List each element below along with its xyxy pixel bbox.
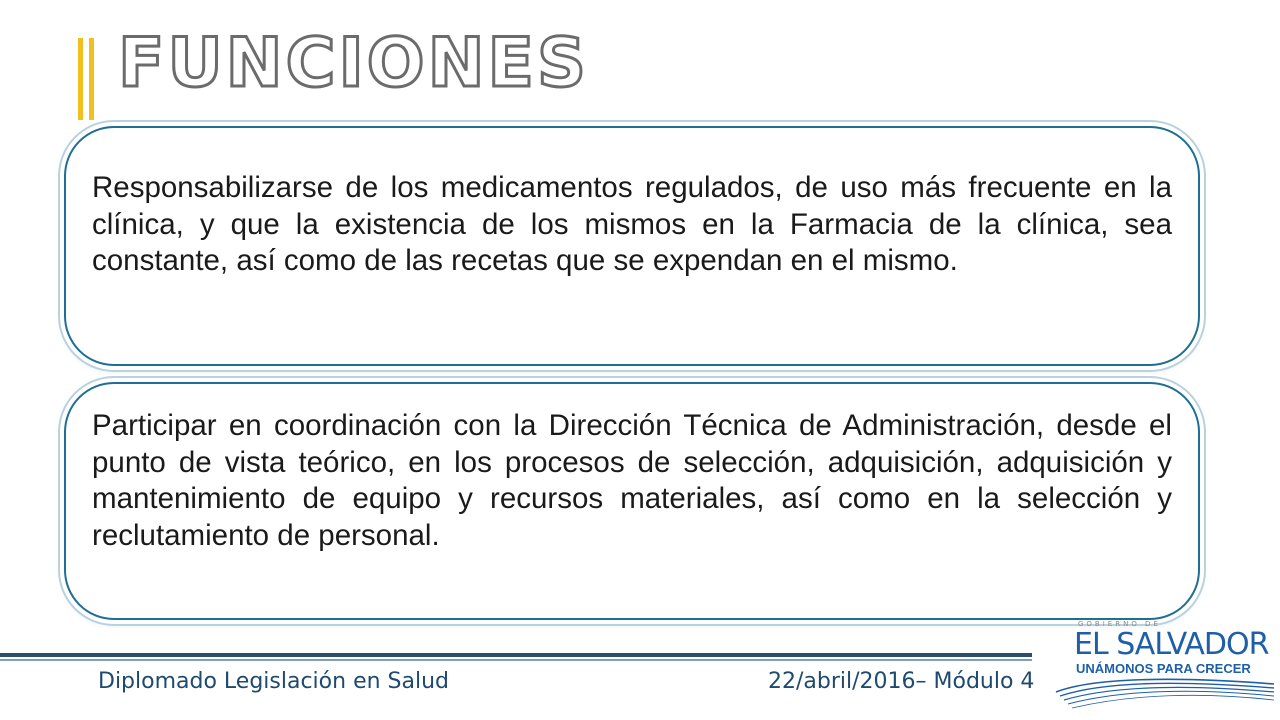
footer-divider bbox=[0, 653, 1032, 657]
logo-swoosh-icon bbox=[1052, 676, 1276, 716]
footer-course: Diplomado Legislación en Salud bbox=[98, 669, 450, 694]
function-card bbox=[64, 382, 1200, 620]
title-accent-bar bbox=[89, 38, 94, 120]
logo-government-text: GOBIERNO DE bbox=[1078, 620, 1161, 628]
function-text: Participar en coordinación con la Dirección Técnica de Administración, desde el punto de vista teórico, en los procesos de selección, adquisición, adquisición y mantenimiento de equipo y recursos materiales, así como en la selección y reclutamiento de personal. bbox=[92, 409, 1172, 552]
el-salvador-logo bbox=[1052, 618, 1276, 718]
function-text: Responsabilizarse de los medicamentos regulados, de uso más frecuente en la clínica, y que la existencia de los mismos en la Farmacia de la clínica, sea constante, así como de las recetas que se expendan en el mismo. bbox=[92, 171, 1172, 277]
function-card bbox=[64, 126, 1200, 366]
slide-title: FUNCIONES bbox=[118, 24, 589, 103]
logo-country-text: EL SALVADOR bbox=[1074, 627, 1269, 662]
title-accent-bar bbox=[78, 38, 83, 120]
footer-divider bbox=[0, 659, 1032, 661]
footer-date-module: 22/abril/2016– Módulo 4 bbox=[768, 669, 1035, 694]
logo-slogan-text: UNÁMONOS PARA CRECER bbox=[1076, 661, 1251, 676]
